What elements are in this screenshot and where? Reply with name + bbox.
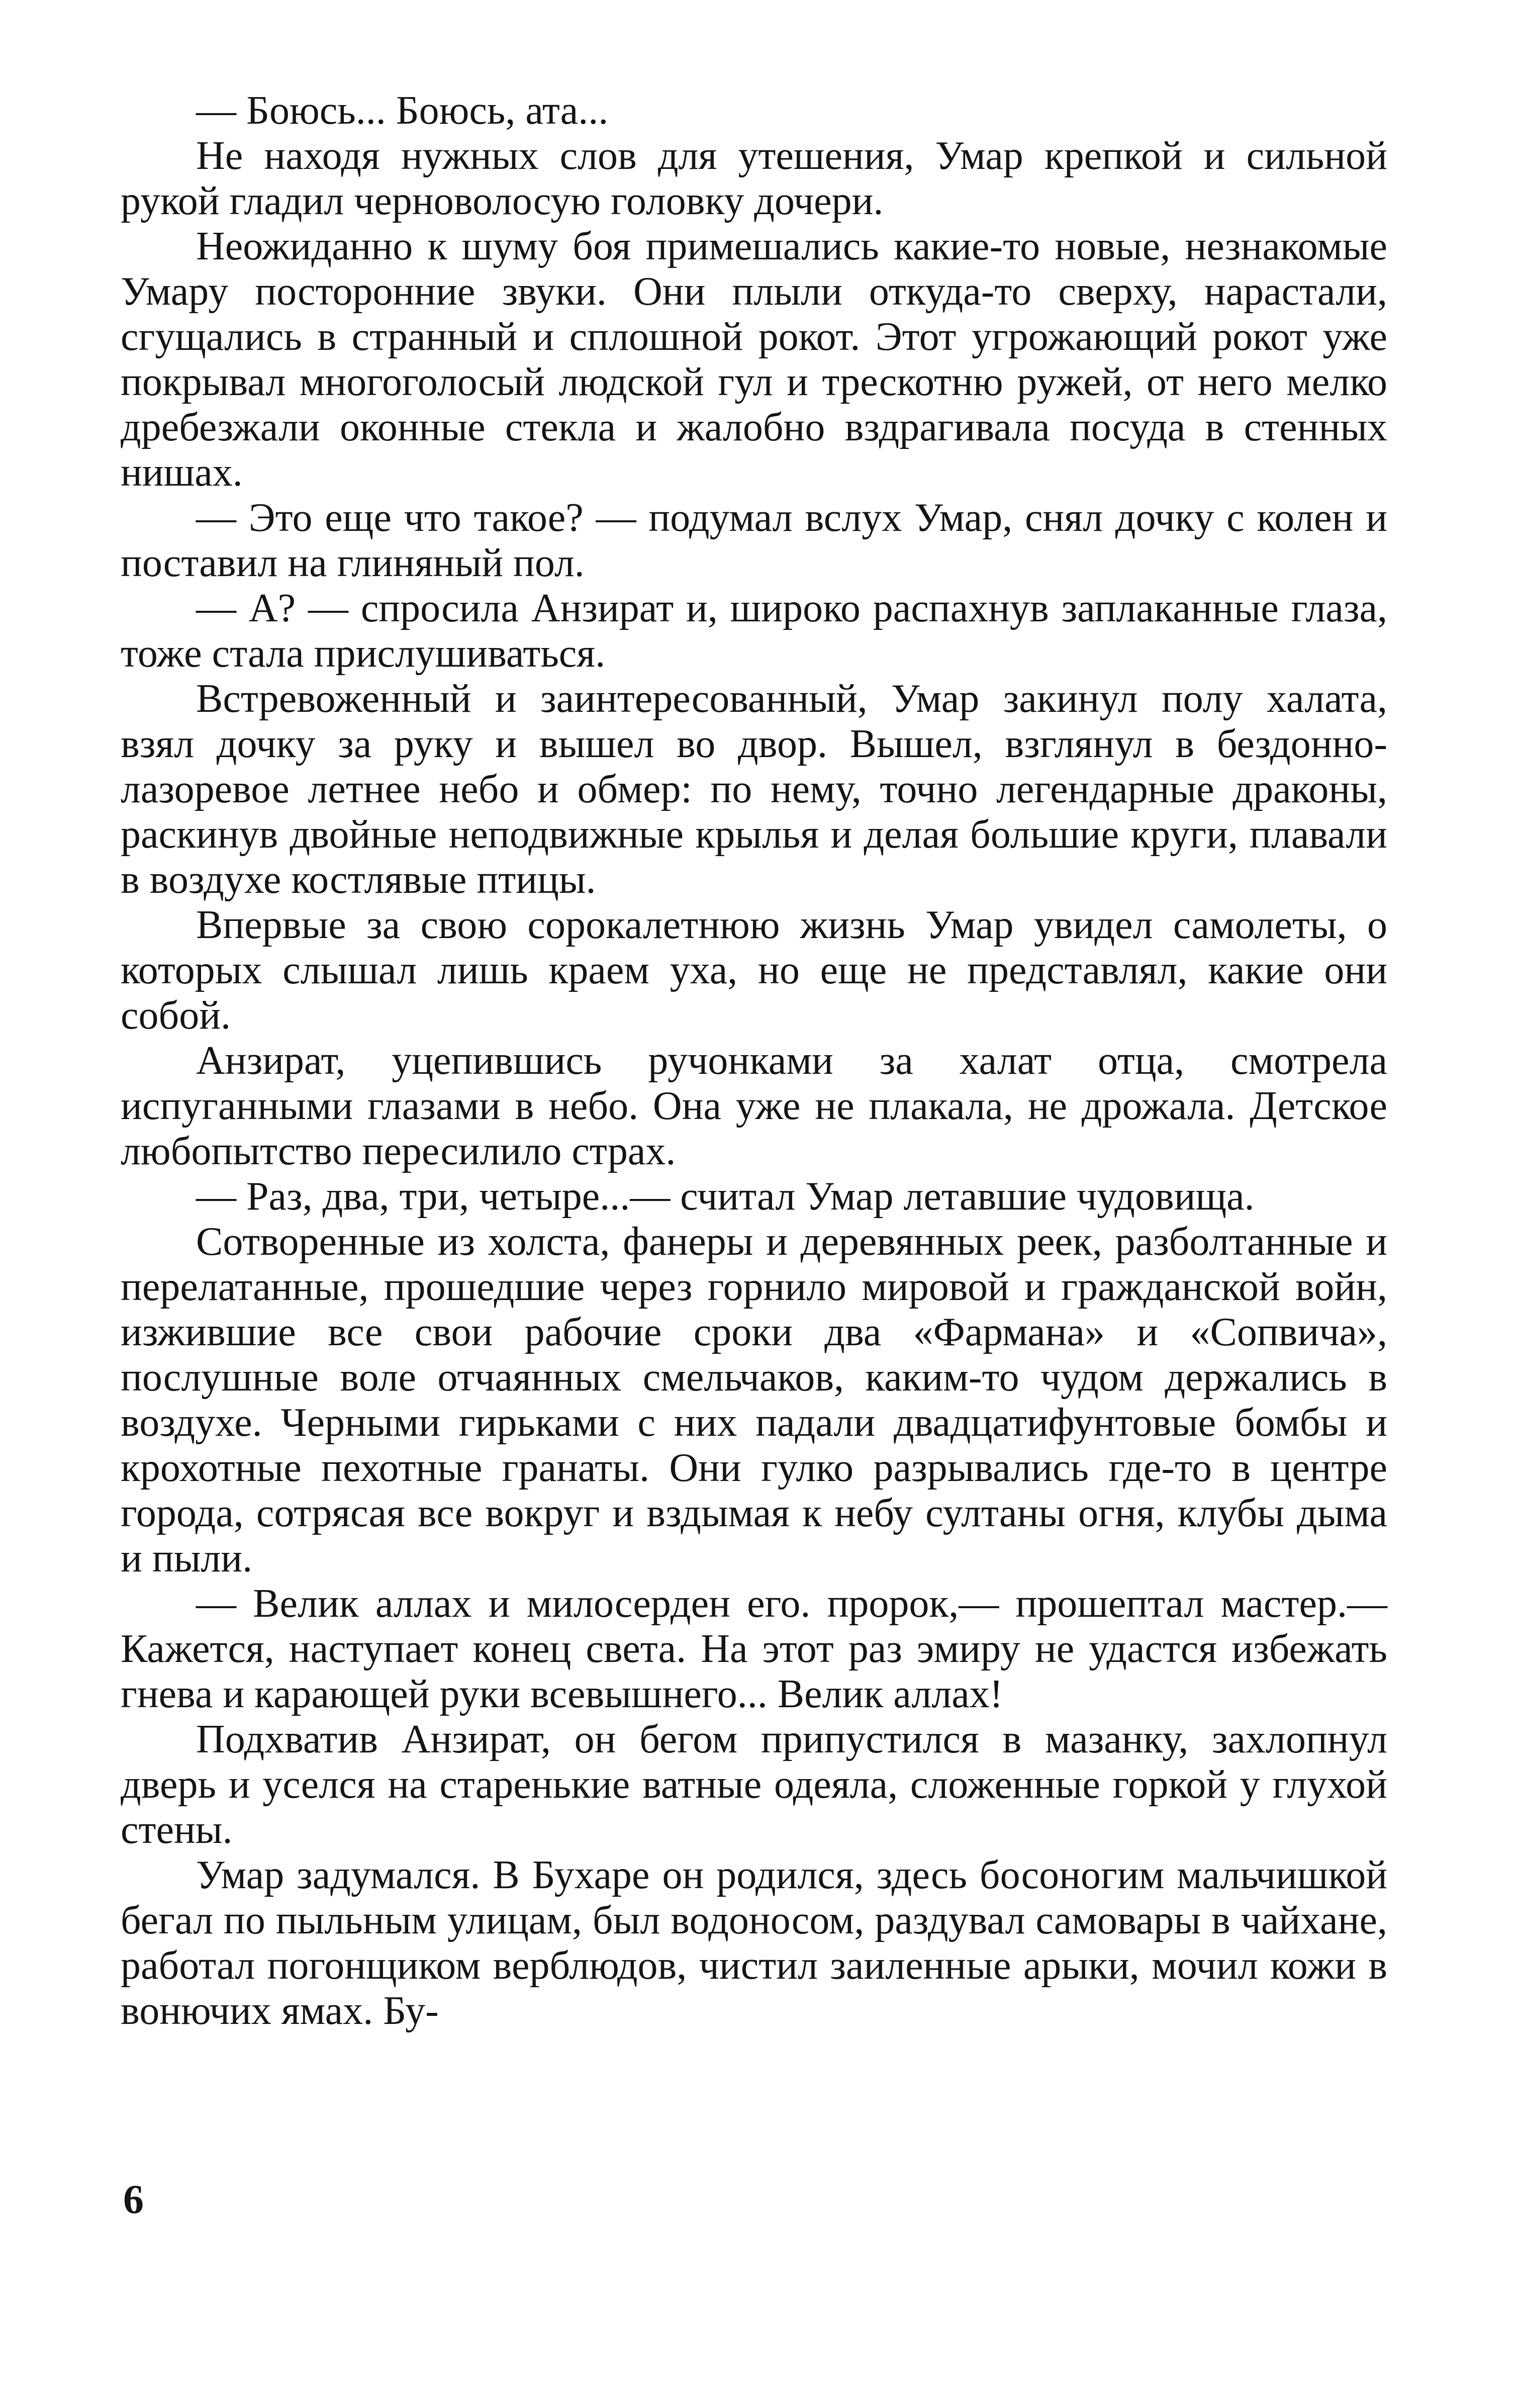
paragraph: Неожиданно к шуму боя примешались какие-то новые, незнакомые Умару посторонние звуки. Они плыли откуда-то сверху, нарастали, сгущались в странный и сплошной рокот. Этот угрожающий рокот уже покрывал многоголосый людской гул и трескотню ружей, от него мелко дребезжали оконные стекла и жалобно вздрагивала посуда в стенных нишах. bbox=[121, 224, 1387, 495]
paragraph: — Боюсь... Боюсь, ата... bbox=[196, 88, 609, 133]
paragraph: Встревоженный и заинтересованный, Умар закинул полу халата, взял дочку за руку и вышел во двор. Вышел, взглянул в бездонно-лазоревое летнее небо и обмер: по нему, точно легендарные драконы, раскинув двойные неподвижные крылья и делая большие круги, плавали в воздухе костлявые птицы. bbox=[121, 677, 1387, 902]
paragraph: — А? — спросила Анзират и, широко распахнув заплаканные глаза, тоже стала прислушиваться. bbox=[121, 586, 1387, 676]
paragraph: — Раз, два, три, четыре...— считал Умар летавшие чудовища. bbox=[196, 1174, 1255, 1219]
paragraph: Подхватив Анзират, он бегом припустился в мазанку, захлопнул дверь и уселся на старенькие ватные одеяла, сложенные горкой у глухой стены. bbox=[121, 1717, 1387, 1852]
paragraph: Не находя нужных слов для утешения, Умар крепкой и сильной рукой гладил черноволосую головку дочери. bbox=[121, 134, 1387, 223]
paragraph: Анзират, уцепившись ручонками за халат отца, смотрела испуганными глазами в небо. Она уже не плакала, не дрожала. Детское любопытство пересилило страх. bbox=[121, 1039, 1387, 1173]
paragraph: Впервые за свою сорокалетнюю жизнь Умар увидел самолеты, о которых слышал лишь краем уха, но еще не представлял, какие они собой. bbox=[121, 903, 1387, 1038]
paragraph: Умар задумался. В Бухаре он родился, здесь босоногим мальчишкой бегал по пыльным улицам, был водоносом, раздувал самовары в чайхане, работал погонщиком верблюдов, чистил заиленные арыки, мочил кожи в вонючих ямах. Бу- bbox=[121, 1853, 1387, 2033]
paragraph: — Велик аллах и милосерден его. пророк,— прошептал мастер.— Кажется, наступает конец света. На этот раз эмиру не удастся избежать гнева и карающей руки всевышнего... Велик аллах! bbox=[121, 1582, 1387, 1716]
body-text bbox=[121, 88, 1387, 2033]
paragraph: Сотворенные из холста, фанеры и деревянных реек, разболтанные и перелатанные, прошедшие через горнило мировой и гражданской войн, изжившие все свои рабочие сроки два «Фармана» и «Сопвича», послушные воле отчаянных смельчаков, каким-то чудом держались в воздухе. Черными гирьками с них падали двадцатифунтовые бомбы и крохотные пехотные гранаты. Они гулко разрывались где-то в центре города, сотрясая все вокруг и вздымая к небу султаны огня, клубы дыма и пыли. bbox=[121, 1220, 1387, 1581]
paragraph: — Это еще что такое? — подумал вслух Умар, снял дочку с колен и поставил на глиняный пол. bbox=[121, 496, 1387, 585]
page-number: 6 bbox=[123, 2176, 144, 2222]
